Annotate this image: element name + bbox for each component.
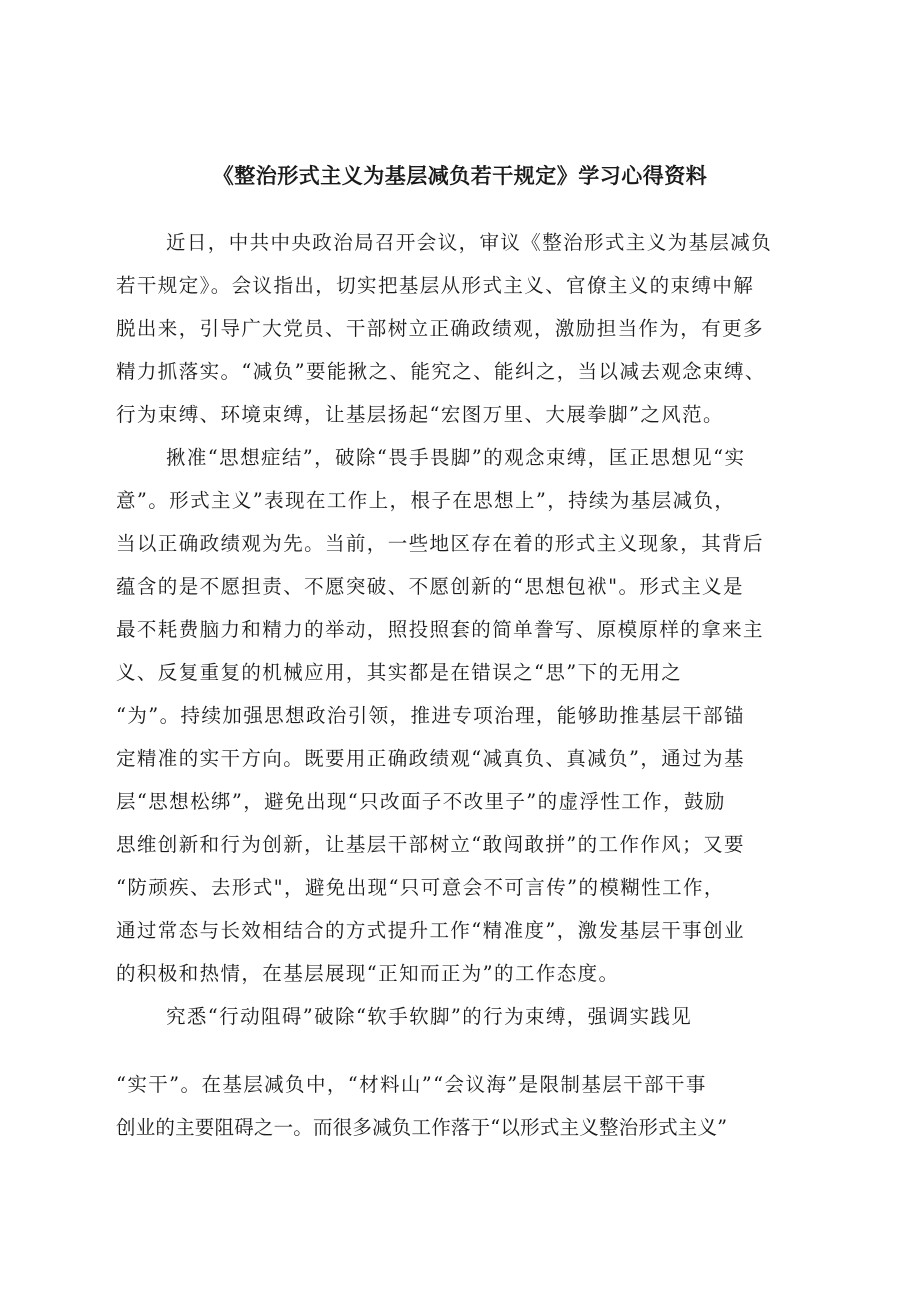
- paragraph-line: 究悉“行动阻碍”破除“软手软脚”的行为束缚，强调实践见: [166, 1005, 693, 1028]
- paragraph-line: 近日，中共中央政治局召开会议，审议《整治形式主义为基层减负: [166, 231, 773, 254]
- paragraph-line: “防顽疾、去形式"，避免出现“只可意会不可言传”的模糊性工作，: [116, 876, 725, 899]
- paragraph-line: 意”。形式主义”表现在工作上，根子在思想上”，持续为基层减负，: [116, 489, 736, 512]
- paragraph-line: “为”。持续加强思想政治引领，推进专项治理，能够助推基层干部锚: [116, 704, 745, 727]
- paragraph-line: “实干”。在基层减负中，“材料山”“会议海”是限制基层干部干事: [116, 1073, 707, 1096]
- paragraph-line: 的积极和热情，在基层展现“正知而正为”的工作态度。: [116, 962, 620, 985]
- paragraph-line: 思维创新和行为创新，让基层干部树立“敢闯敢拼”的工作作风；又要: [116, 833, 745, 856]
- paragraph-line: 层“思想松绑”，避免出现“只改面子不改里子”的虚浮性工作，鼓励: [116, 790, 726, 813]
- paragraph-line: 脱出来，引导广大党员、干部树立正确政绩观，激励担当作为，有更多: [116, 317, 764, 340]
- paragraph-line: 创业的主要阻碍之一。而很多减负工作落于“以形式主义整治形式主义”: [116, 1116, 728, 1139]
- document-title: 《整治形式主义为基层减负若干规定》学习心得资料: [212, 164, 708, 188]
- paragraph-line: 通过常态与长效相结合的方式提升工作“精准度”，激发基层干事创业: [116, 919, 745, 942]
- paragraph-line: 揪准“思想症结”，破除“畏手畏脚”的观念束缚，匡正思想见“实: [166, 446, 746, 469]
- paragraph-line: 最不耗费脑力和精力的举动，照投照套的简单誊写、原模原样的拿来主: [116, 618, 764, 641]
- paragraph-line: 义、反复重复的机械应用，其实都是在错误之“思”下的无用之: [116, 661, 683, 684]
- paragraph-line: 精力抓落实。“减负”要能揪之、能究之、能纠之，当以减去观念束缚、: [116, 360, 766, 383]
- paragraph-line: 蕴含的是不愿担责、不愿突破、不愿创新的“思想包袱"。形式主义是: [116, 575, 744, 598]
- paragraph-line: 当以正确政绩观为先。当前，一些地区存在着的形式主义现象，其背后: [116, 532, 764, 555]
- paragraph-line: 若干规定》。会议指出，切实把基层从形式主义、官僚主义的束缚中解: [116, 274, 755, 297]
- paragraph-line: 定精准的实干方向。既要用正确政绩观“减真负、真减负”，通过为基: [116, 747, 745, 770]
- paragraph-line: 行为束缚、环境束缚，让基层扬起“宏图万里、大展拳脚”之风范。: [116, 403, 724, 426]
